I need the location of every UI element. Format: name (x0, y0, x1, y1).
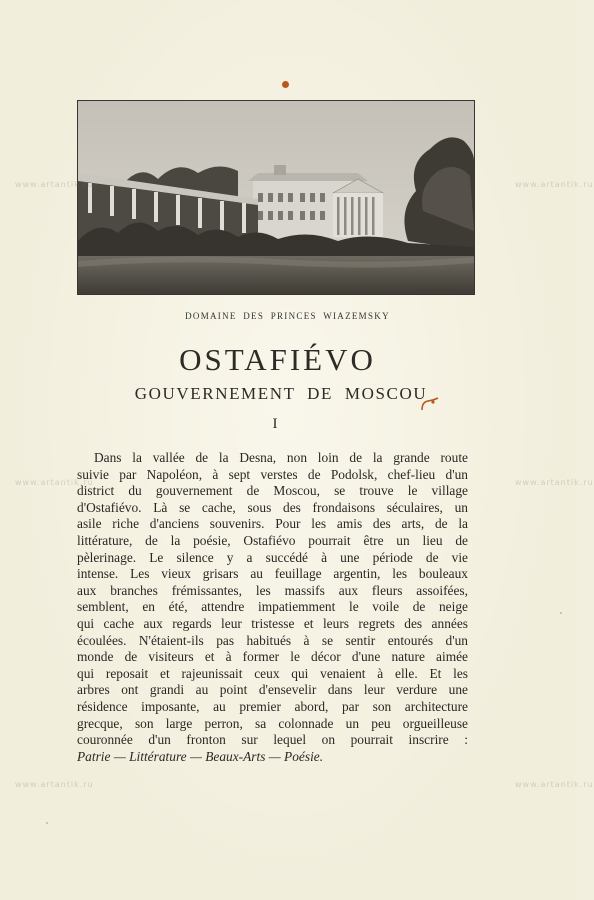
watermark-text: www.artantik.ru (15, 780, 94, 789)
text-line-italic: Patrie — Littérature — Beaux-Arts — Poésie. (77, 748, 324, 764)
text-line: écoulées. N'étaient-ils pas habitués à se sentir entourés d'un (77, 632, 468, 648)
text-line: intense. Les vieux grisars au feuillage argentin, les bouleaux (77, 566, 468, 582)
text-line: qui cache aux regards leur tristesse et leurs regrets des années (77, 615, 468, 631)
text-line: résidence imposante, au premier abord, par son architecture (77, 698, 468, 714)
text-line: district du gouvernement de Moscou, se trouve le village (77, 483, 468, 499)
text-line: asile riche d'anciens souvenirs. Pour les amis des arts, de la (77, 516, 468, 532)
text-line: qui reposait et rajeunissait ceux qui venaient à elle. Et les (77, 665, 468, 681)
handwritten-pen-mark (420, 396, 440, 412)
text-line: Dans la vallée de la Desna, non loin de la grande route (94, 450, 468, 465)
text-line: littérature, de la poésie, Ostafiévo pourrait être un lieu de (77, 532, 468, 548)
text-line: grecque, son large perron, sa colonnade un peu orgueilleuse (77, 715, 468, 731)
text-line: d'Ostafiévo. Là se cache, sous des frondaisons séculaires, un (77, 499, 468, 515)
watermark-text: www.artantik.ru (515, 478, 594, 487)
body-paragraph (77, 450, 468, 765)
section-number: I (272, 416, 278, 432)
watermark-text: www.artantik.ru (515, 180, 594, 189)
text-line: aux branches frémissantes, les massifs aux fleurs assoifées, (77, 582, 468, 598)
watermark-text: www.artantik.ru (515, 780, 594, 789)
page-subtitle: GOUVERNEMENT DE MOSCOU (134, 384, 428, 403)
watermark-text: www.artantik.ru (15, 478, 94, 487)
page-title: OSTAFIÉVO (179, 342, 376, 377)
text-line: semblent, en été, attendre impatiemment le voile de neige (77, 599, 468, 615)
ornament-dot (282, 81, 289, 88)
paper-speck (46, 822, 48, 824)
paper-speck (560, 612, 562, 614)
text-line: suivie par Napoléon, à sept verstes de Podolsk, chef-lieu d'un (77, 466, 468, 482)
text-line: monde de visiteurs et à former le décor d'une nature aimée (77, 649, 468, 665)
photo-caption: DOMAINE DES PRINCES WIAZEMSKY (185, 311, 390, 321)
estate-photograph (77, 100, 475, 295)
text-line: arbres ont grandi au point d'ensevelir dans leur verdure une (77, 682, 468, 698)
text-line: pèlerinage. Le silence y a succédé à une période de vie (77, 549, 468, 565)
text-line: couronnée d'un fronton sur lequel on pourrait inscrire : (77, 732, 468, 748)
watermark-text: www.artantik.ru (15, 180, 94, 189)
